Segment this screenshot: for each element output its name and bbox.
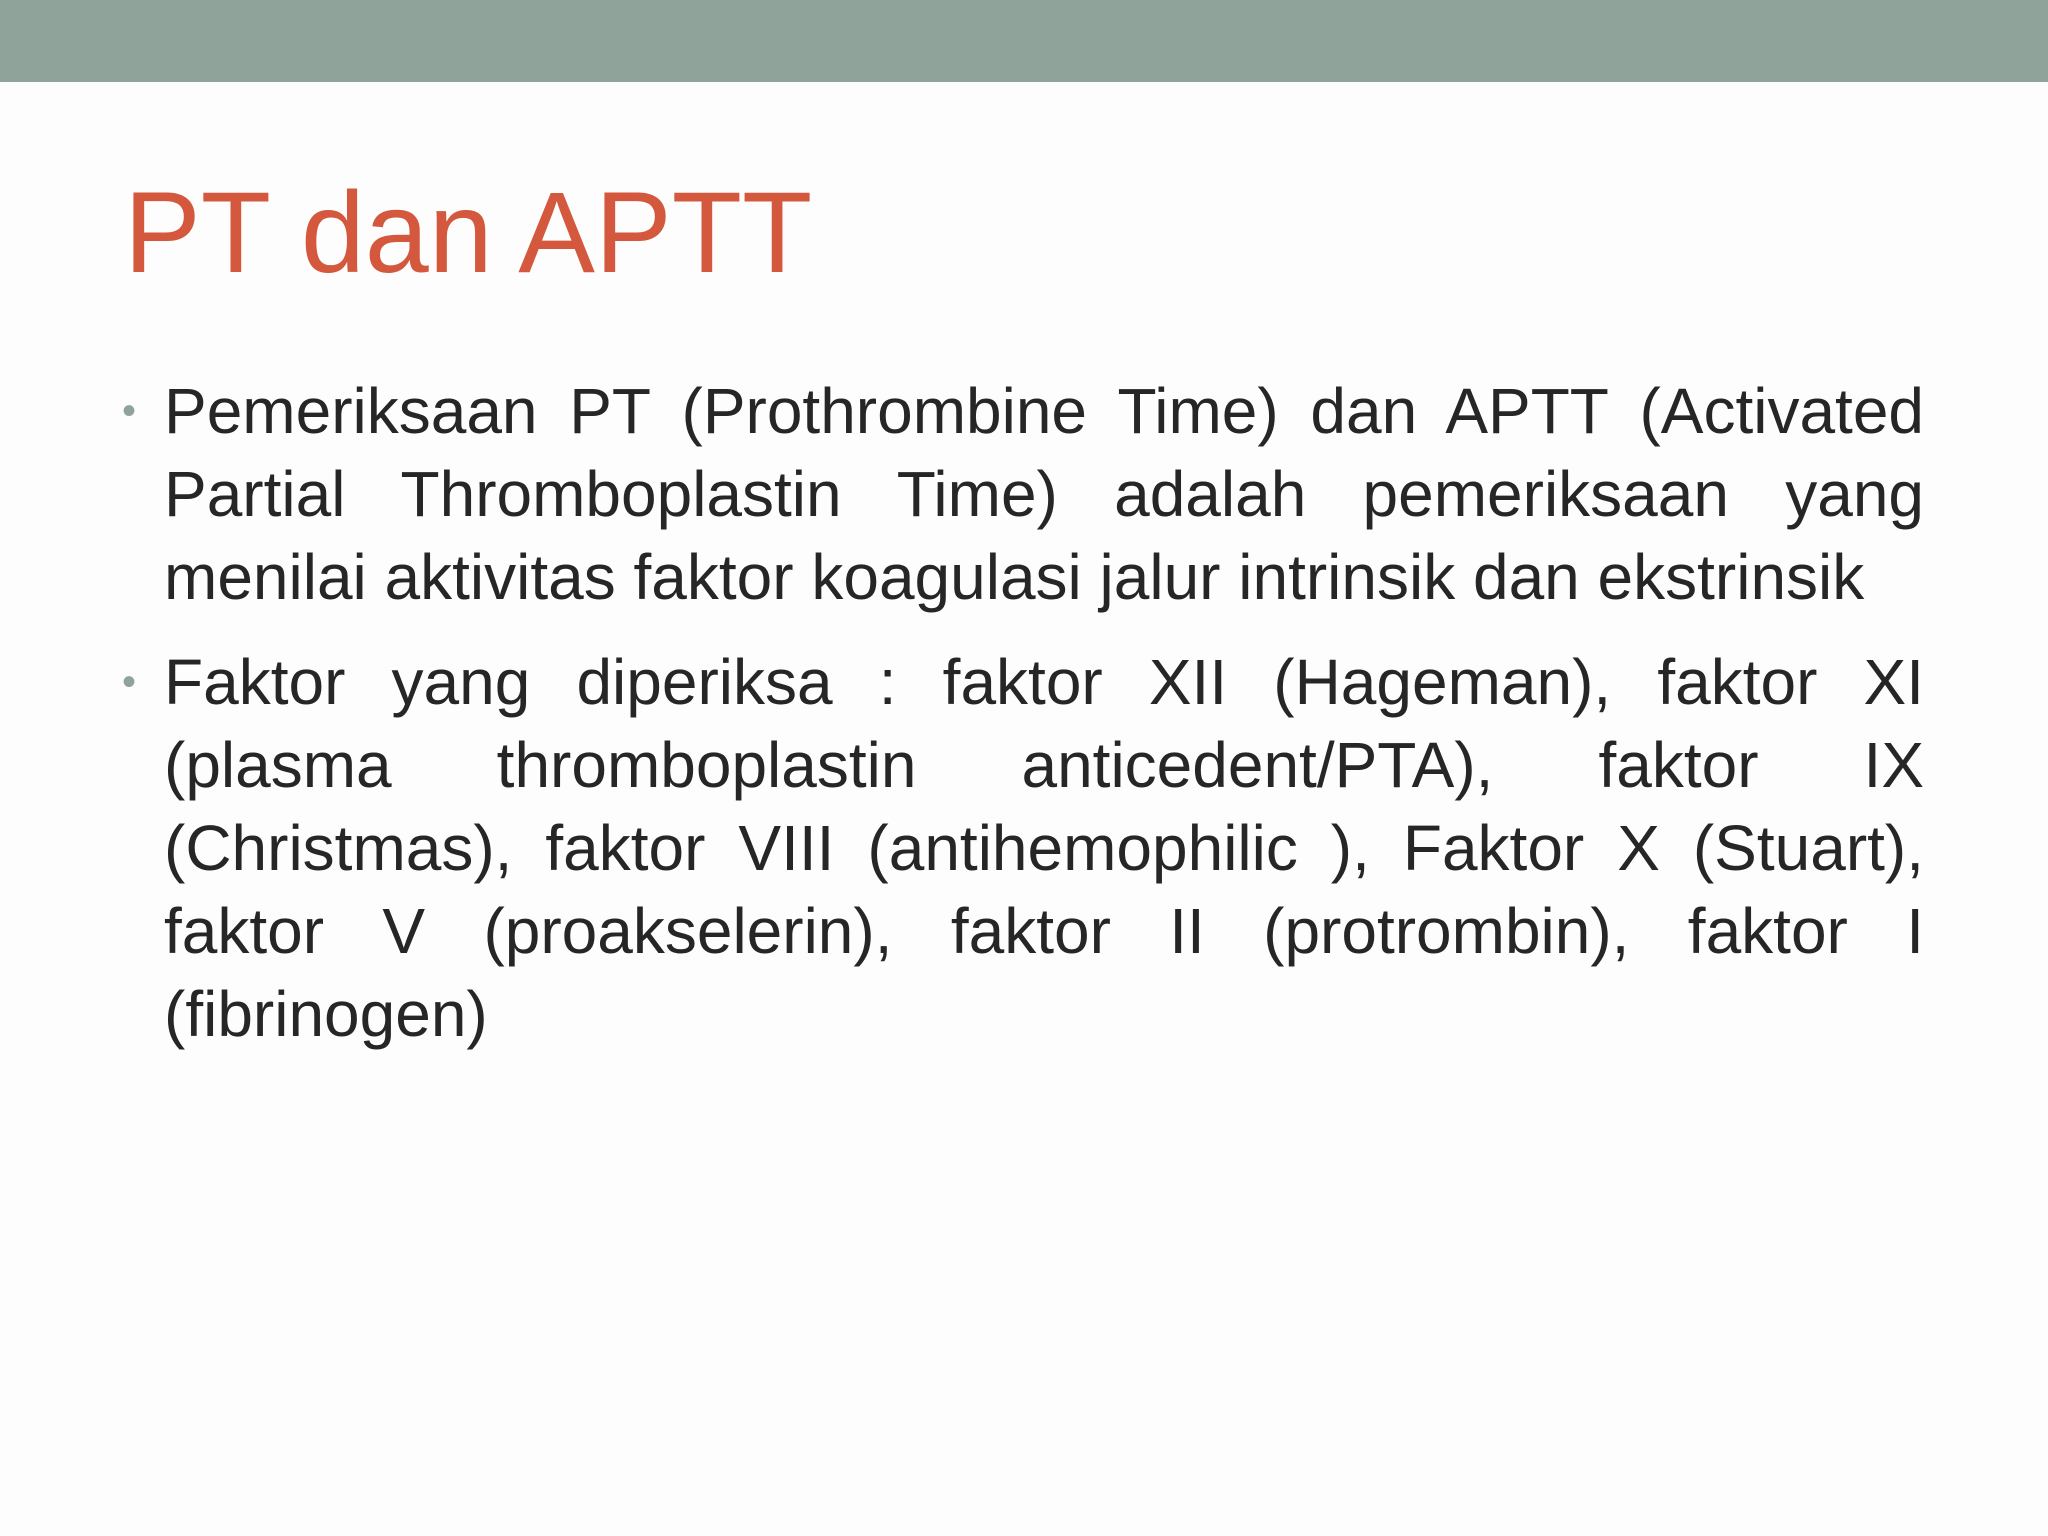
bullet-marker-icon: •	[122, 389, 137, 433]
bullet-marker-icon: •	[122, 660, 137, 704]
bullet-list	[122, 370, 1924, 1078]
bullet-text: Faktor yang diperiksa : faktor XII (Hageman), faktor XI (plasma thromboplastin anticedent/PTA), faktor IX (Christmas), faktor VIII (antihemophilic ), Faktor X (Stuart), faktor V (proakselerin), faktor II (protrombin), faktor I (fibrinogen)	[164, 646, 1924, 1050]
top-accent-band	[0, 0, 2048, 82]
bullet-text: Pemeriksaan PT (Prothrombine Time) dan APTT (Activated Partial Thromboplastin Time) adalah pemeriksaan yang menilai aktivitas faktor koagulasi jalur intrinsik dan ekstrinsik	[164, 375, 1924, 613]
bullet-item	[122, 370, 1924, 619]
slide-title: PT dan APTT	[124, 169, 813, 297]
bullet-item	[122, 641, 1924, 1056]
